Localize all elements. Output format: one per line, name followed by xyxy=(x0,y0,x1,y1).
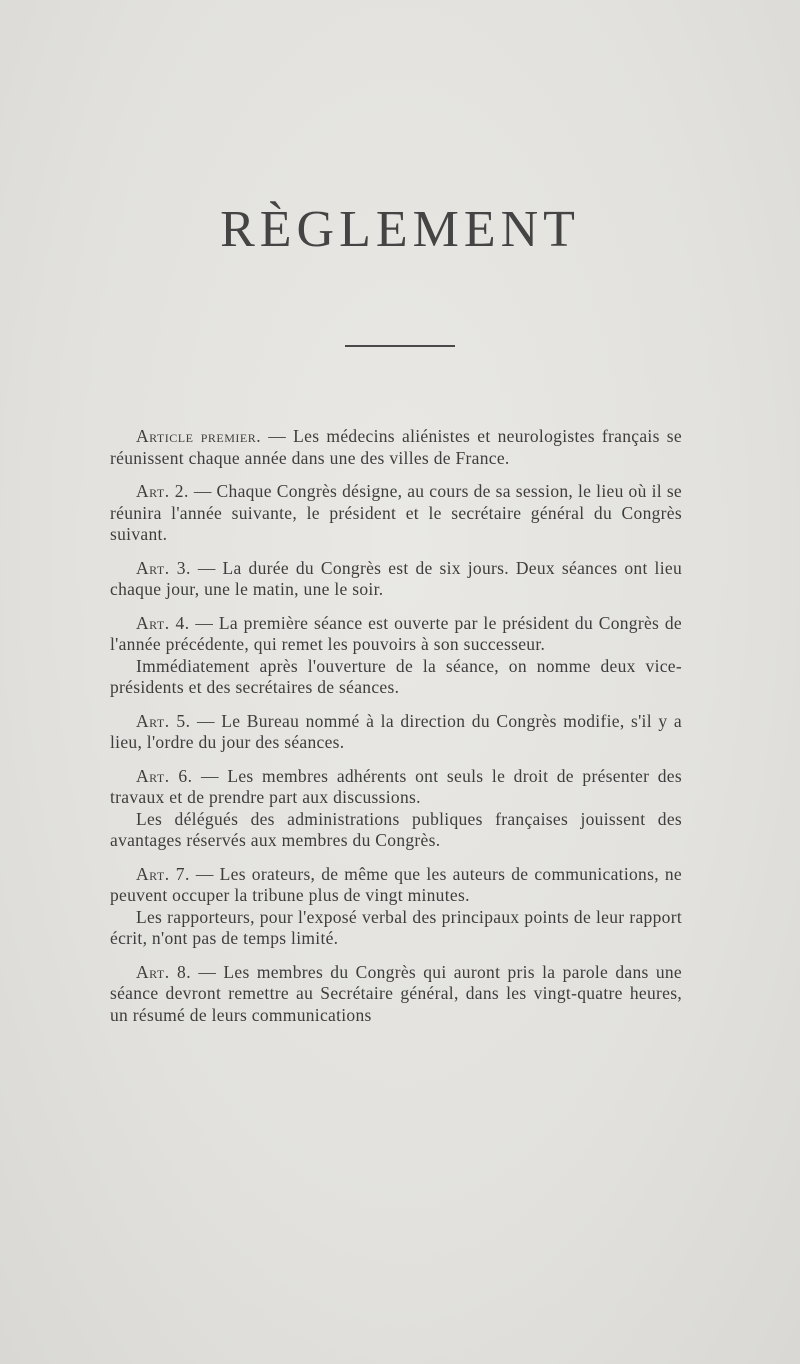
article-text: — Les membres adhérents ont seuls le droit de présenter des travaux et de prendre part aux discussions. xyxy=(110,765,682,807)
article-label: Art. 7. xyxy=(136,863,190,884)
article-6-continuation: Les délégués des administrations publiques françaises jouissent des avantages réservés aux membres du Congrès. xyxy=(110,808,682,850)
article-6 xyxy=(110,766,682,809)
article-label: Art. 3. xyxy=(136,557,191,578)
article-1 xyxy=(110,426,682,469)
article-8 xyxy=(110,962,682,1027)
article-text: — Chaque Congrès désigne, au cours de sa session, le lieu où il se réunira l'année suivante, le président et le secrétaire général du Congrès suivant. xyxy=(110,481,682,544)
article-label: Article premier. xyxy=(136,426,262,446)
article-text: — Les orateurs, de même que les auteurs de communications, ne peuvent occuper la tribune plus de vingt minutes. xyxy=(110,863,682,905)
article-3 xyxy=(110,558,682,601)
article-label: Art. 6. xyxy=(136,765,193,786)
article-text: — La première séance est ouverte par le président du Congrès de l'année précédente, qui remet les pouvoirs à son successeur. xyxy=(110,612,682,654)
article-text: — Les médecins aliénistes et neurologistes français se réunissent chaque année dans une des villes de France. xyxy=(110,426,682,468)
article-4 xyxy=(110,613,682,656)
article-label: Art. 4. xyxy=(136,612,190,633)
article-label: Art. 8. xyxy=(136,961,192,982)
article-2 xyxy=(110,481,682,546)
regulation-body xyxy=(110,426,682,1038)
article-5 xyxy=(110,711,682,754)
page-title: RÈGLEMENT xyxy=(220,201,580,258)
article-4-continuation: Immédiatement après l'ouverture de la séance, on nomme deux vice-présidents et des secrétaires de séances. xyxy=(110,655,682,697)
article-text: — Les membres du Congrès qui auront pris la parole dans une séance devront remettre au Secrétaire général, dans les vingt-quatre heures, un résumé de leurs communications xyxy=(110,961,682,1025)
article-text: — La durée du Congrès est de six jours. Deux séances ont lieu chaque jour, une le matin, une le soir. xyxy=(110,557,682,599)
article-text: — Le Bureau nommé à la direction du Congrès modifie, s'il y a lieu, l'ordre du jour des séances. xyxy=(110,710,682,752)
article-7 xyxy=(110,864,682,907)
article-7-continuation: Les rapporteurs, pour l'exposé verbal des principaux points de leur rapport écrit, n'ont pas de temps limité. xyxy=(110,906,682,948)
article-label: Art. 5. xyxy=(136,710,191,731)
title-divider xyxy=(345,345,455,347)
article-label: Art. 2. xyxy=(136,481,189,501)
